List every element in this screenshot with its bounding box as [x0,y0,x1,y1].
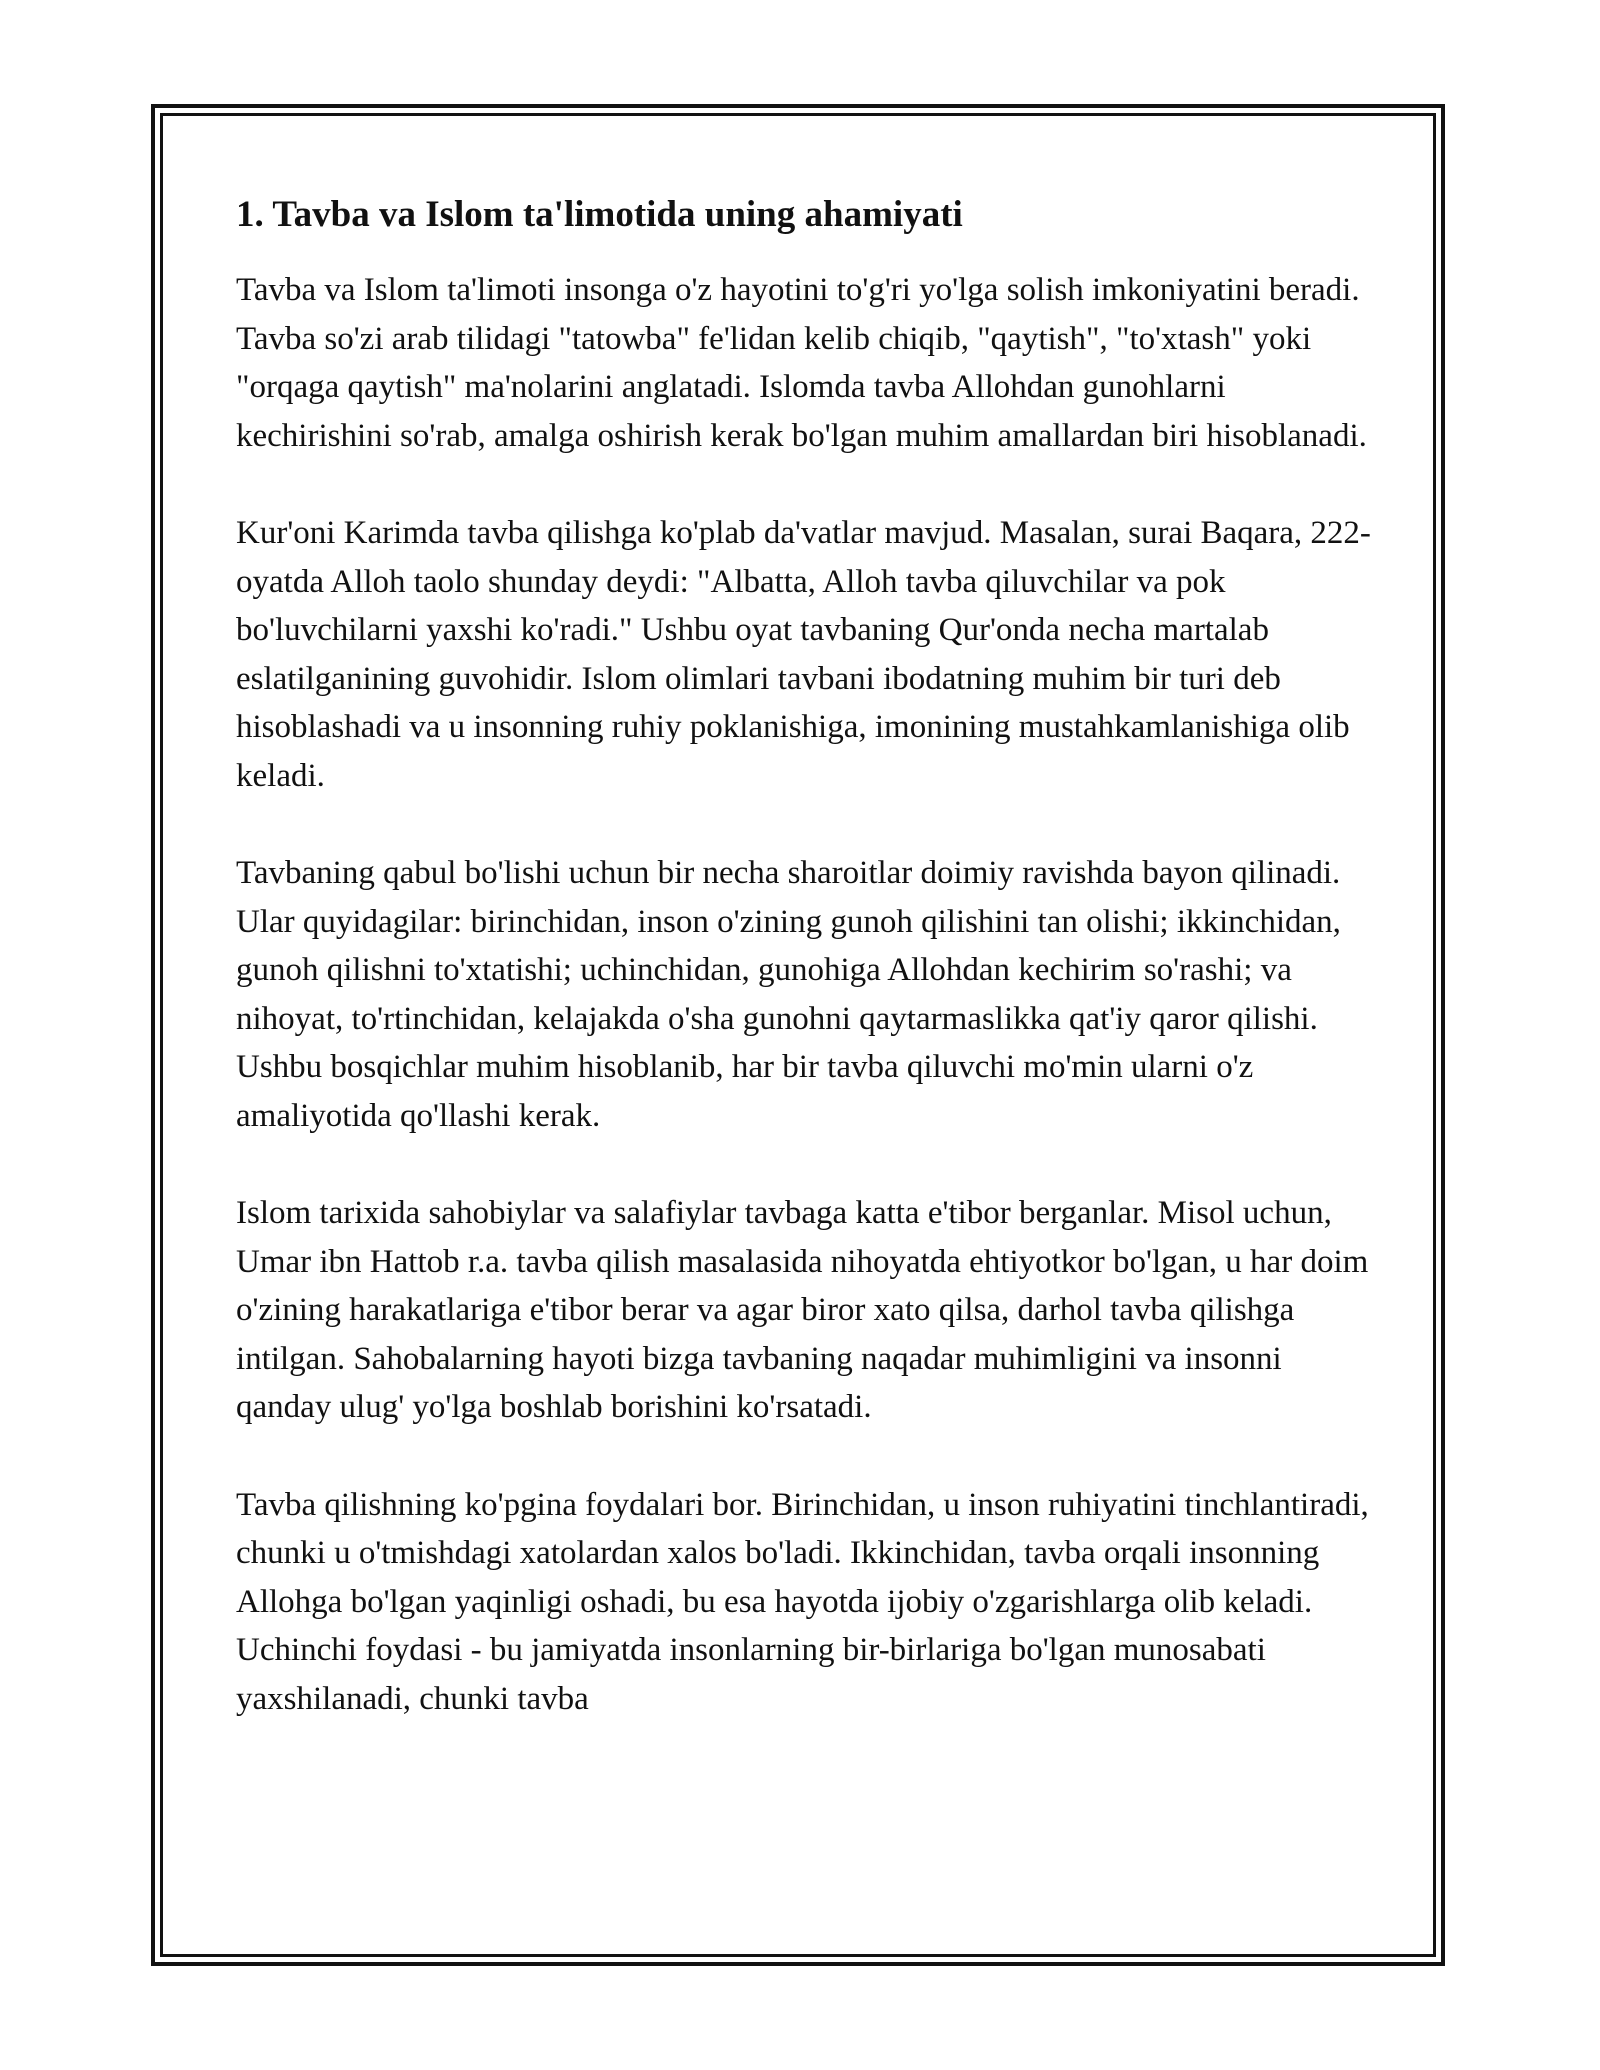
paragraph-2: Kur'oni Karimda tavba qilishga ko'plab da'vatlar mavjud. Masalan, surai Baqara, 222-oyatda Alloh taolo shunday deydi: "Albatta, Alloh tavba qiluvchilar va pok bo'luvchilarni yaxshi ko'radi." Ushbu oyat tavbaning Qur'onda necha martalab eslatilganining guvohidir. Islom olimlari tavbani ibodatning muhim bir turi deb hisoblashadi va u insonning ruhiy poklanishiga, imonining mustahkamlanishiga olib keladi. [236,515,1371,794]
paragraph-3: Tavbaning qabul bo'lishi uchun bir necha sharoitlar doimiy ravishda bayon qilinadi. Ular quyidagilar: birinchidan, inson o'zining gunoh qilishini tan olishi; ikkinchidan, gunoh qilishni to'xtatishi; uchinchidan, gunohiga Allohdan kechirim so'rashi; va nihoyat, to'rtinchidan, kelajakda o'sha gunohni qaytarmaslikka qat'iy qaror qilishi. Ushbu bosqichlar muhim hisoblanib, har bir tavba qiluvchi mo'min ularni o'z amaliyotida qo'llashi kerak. [236,855,1341,1134]
paragraph-1: Tavba va Islom ta'limoti insonga o'z hayotini to'g'ri yo'lga solish imkoniyatini beradi. Tavba so'zi arab tilidagi "tatowba" fe'lidan kelib chiqib, "qaytish", "to'xtash" yoki "orqaga qaytish" ma'nolarini anglatadi. Islomda tavba Allohdan gunohlarni kechirishini so'rab, amalga oshirish kerak bo'lgan muhim amallardan biri hisoblanadi. [236,272,1367,454]
paragraph-5: Tavba qilishning ko'pgina foydalari bor. Birinchidan, u inson ruhiyatini tinchlantiradi, chunki u o'tmishdagi xatolardan xalos bo'ladi. Ikkinchidan, tavba orqali insonning Allohga bo'lgan yaqinligi oshadi, bu esa hayotda ijobiy o'zgarishlarga olib keladi. Uchinchi foydasi - bu jamiyatda insonlarning bir-birlariga bo'lgan munosabati yaxshilanadi, chunki tavba [236,1486,1369,1717]
paragraph-4: Islom tarixida sahobiylar va salafiylar tavbaga katta e'tibor berganlar. Misol uchun, Umar ibn Hattob r.a. tavba qilish masalasida nihoyatda ehtiyotkor bo'lgan, u har doim o'zining harakatlariga e'tibor berar va agar biror xato qilsa, darhol tavba qilishga intilgan. Sahobalarning hayoti bizga tavbaning naqadar muhimligini va insonni qanday ulug' yo'lga boshlab borishini ko'rsatadi. [236,1195,1369,1425]
section-heading: 1. Tavba va Islom ta'limotida uning ahamiyati [236,194,963,235]
document-body [236,190,1376,1772]
